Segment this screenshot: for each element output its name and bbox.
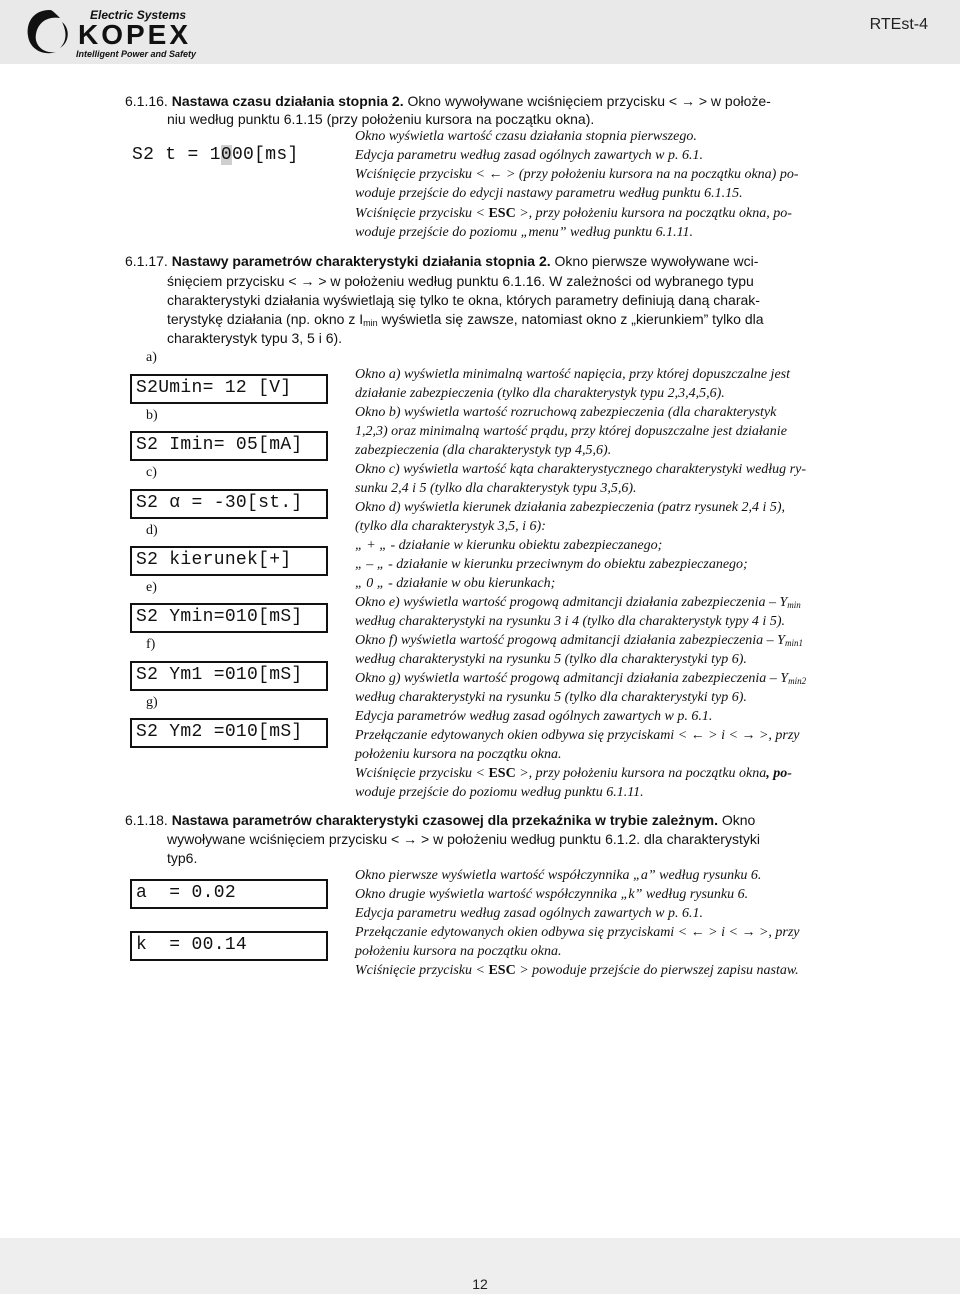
s17-desc: zabezpieczenia (dla charakterystyk typ 4,5,6). (355, 443, 612, 458)
lcd-window: S2 Ym2 =010[mS] (130, 718, 328, 748)
s17-line5: charakterystyk typu 3, 5 i 6). (167, 330, 343, 346)
arrow-right-icon: → (741, 728, 756, 743)
s18-line2: wywoływane wciśnięciem przycisku < → > w położeniu według punktu 6.1.2. dla charakterystyki (167, 831, 760, 847)
lcd-window: S2 α = -30[st.] (130, 489, 328, 519)
s17-desc: Wciśnięcie przycisku < ESC >, przy położeniu kursora na początku okna, po- (355, 766, 792, 781)
s17-desc: według charakterystyki na rysunku 3 i 4 (tylko dla charakterystyk typy 4 i 5). (355, 614, 785, 629)
lcd-window: S2 kierunek[+] (130, 546, 328, 576)
s18-desc: Okno drugie wyświetla wartość współczynnika „k” według rysunku 6. (355, 887, 749, 902)
s18-desc: Okno pierwsze wyświetla wartość współczynnika „a” według rysunku 6. (355, 868, 762, 883)
s16-desc-3: Wciśnięcie przycisku < ← > (przy położeniu kursora na na początku okna) po- (355, 167, 799, 182)
s17-desc: Okno g) wyświetla wartość progową admitancji działania zabezpieczenia – $Y_{min2}$ (355, 671, 807, 686)
arrow-right-icon: → (741, 925, 756, 940)
arrow-right-icon: → (403, 831, 418, 847)
section-title: Nastawa czasu działania stopnia 2. (171, 93, 404, 109)
s17-desc: sunku 2,4 i 5 (tylko dla charakterystyk typu 3,5,6). (355, 481, 637, 496)
s18-desc: położeniu kursora na początku okna. (355, 944, 562, 959)
s17-desc: Okno b) wyświetla wartość rozruchową zabezpieczenia (dla charakterystyk (355, 405, 777, 420)
brand-name: KOPEX (78, 19, 192, 50)
brand-top: Electric Systems (90, 8, 187, 22)
s18-line3: typ6. (167, 850, 198, 866)
s18-desc: Przełączanie edytowanych okien odbywa się przyciskami < ← > i < → >, przy (355, 925, 800, 940)
s16-desc-4: woduje przejście do edycji nastawy parametru według punktu 6.1.15. (355, 186, 743, 201)
section-6-1-16-heading: 6.1.16. Nastawa czasu działania stopnia 2. Okno wywoływane wciśnięciem przycisku < → > w położe- (125, 93, 771, 109)
window-label: c) (146, 465, 157, 480)
brand-tagline: Intelligent Power and Safety (76, 49, 197, 59)
page-number: 12 (472, 1276, 488, 1292)
s17-desc: Okno d) wyświetla kierunek działania zabezpieczenia (patrz rysunek 2,4 i 5), (355, 500, 786, 515)
arrow-left-icon: ← (690, 728, 705, 743)
s17-desc: (tylko dla charakterystyk 3,5, i 6): (355, 519, 546, 534)
s17-desc: Okno a) wyświetla minimalną wartość napięcia, przy której dopuszczalne jest (355, 367, 790, 382)
s16-desc-1: Okno wyświetla wartość czasu działania stopnia pierwszego. (355, 129, 697, 144)
s17-desc: „ – „ - działanie w kierunku przeciwnym do obiektu zabezpieczanego; (355, 557, 748, 572)
lcd-window-k: k = 00.14 (130, 931, 328, 961)
s17-desc: Okno f) wyświetla wartość progową admitancji działania zabezpieczenia – $Y_{min1}$ (355, 633, 803, 648)
s16-desc-2: Edycja parametru według zasad ogólnych zawartych w p. 6.1. (355, 148, 704, 163)
s16-desc-6: woduje przejście do poziomu „menu” według punktu 6.1.11. (355, 225, 694, 240)
logo-swirl-icon (20, 4, 80, 60)
s17-desc: woduje przejście do poziomu według punktu 6.1.11. (355, 785, 644, 800)
s17-desc: według charakterystyki na rysunku 5 (tylko dla charakterystyki typ 6). (355, 690, 747, 705)
lcd-window: S2 Ymin=010[mS] (130, 603, 328, 633)
window-label: f) (146, 637, 156, 652)
s17-desc: Okno c) wyświetla wartość kąta charakterystycznego charakterystyki według ry- (355, 462, 806, 477)
cursor-highlight: 0 (220, 145, 232, 165)
s17-desc: 1,2,3) oraz minimalną wartość prądu, przy której dopuszczalne jest działanie (355, 424, 787, 439)
s16-desc-5: Wciśnięcie przycisku < ESC >, przy położeniu kursora na początku okna, po- (355, 206, 792, 221)
s17-line2: śnięciem przycisku < → > w położeniu według punktu 6.1.16. W zależności od wybranego typu (167, 273, 754, 289)
s17-desc: położeniu kursora na początku okna. (355, 747, 562, 762)
lcd-window-a: a = 0.02 (130, 879, 328, 909)
window-label: d) (146, 523, 158, 538)
s17-line3: charakterystyki działania wyświetlają się tylko te okna, których parametry definiują daną charak- (167, 292, 760, 308)
arrow-left-icon: ← (690, 925, 705, 940)
company-logo (20, 4, 220, 60)
s17-desc: Edycja parametrów według zasad ogólnych zawartych w p. 6.1. (355, 709, 713, 724)
window-label: b) (146, 408, 158, 423)
arrow-right-icon: → (680, 93, 695, 109)
window-label: e) (146, 580, 157, 595)
lcd-window-time: S2 t = 1000[ms] (128, 143, 322, 169)
s17-desc: Przełączanie edytowanych okien odbywa się przyciskami < ← > i < → >, przy (355, 728, 800, 743)
s17-desc: „ + „ - działanie w kierunku obiektu zabezpieczanego; (355, 538, 663, 553)
s17-desc: „ 0 „ - działanie w obu kierunkach; (355, 576, 556, 591)
s17-desc: według charakterystyki na rysunku 5 (tylko dla charakterystyki typ 6). (355, 652, 747, 667)
section-6-1-16-line2: niu według punktu 6.1.15 (przy położeniu kursora na początku okna). (167, 111, 595, 127)
lcd-window: S2 Ym1 =010[mS] (130, 661, 328, 691)
s17-line4: terystykę działania (np. okno z $I_{min}$ wyświetla się zawsze, natomiast okno z „kierunkiem” tylko dla (167, 311, 764, 328)
lcd-window: S2Umin= 12 [V] (130, 374, 328, 404)
s18-desc: Edycja parametru według zasad ogólnych zawartych w p. 6.1. (355, 906, 704, 921)
arrow-right-icon: → (300, 273, 315, 289)
s17-desc: Okno e) wyświetla wartość progową admitancji działania zabezpieczenia – $Y_{min}$ (355, 595, 801, 610)
document-code: RTEst-4 (869, 16, 928, 33)
window-label: a) (146, 350, 157, 365)
section-6-1-17-heading: 6.1.17. Nastawy parametrów charakterystyki działania stopnia 2. Okno pierwsze wywoływane wci- (125, 253, 759, 269)
s18-desc: Wciśnięcie przycisku < ESC > powoduje przejście do pierwszej zapisu nastaw. (355, 963, 799, 978)
window-label: g) (146, 695, 158, 710)
section-number: 6.1.16. (125, 93, 168, 109)
lcd-window: S2 Imin= 05[mA] (130, 431, 328, 461)
section-6-1-18-heading: 6.1.18. Nastawa parametrów charakterystyki czasowej dla przekaźnika w trybie zależnym. Okno (125, 812, 756, 828)
arrow-left-icon: ← (488, 167, 503, 182)
s17-desc: działanie zabezpieczenia (tylko dla charakterystyk typu 2,3,4,5,6). (355, 386, 725, 401)
